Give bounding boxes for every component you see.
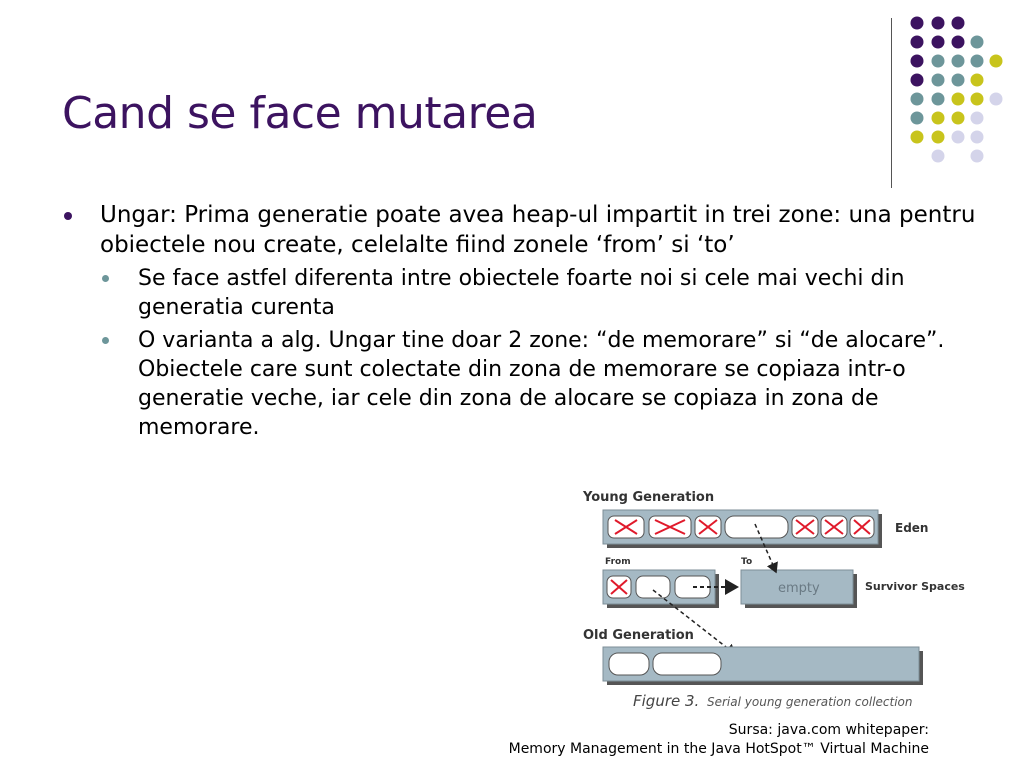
old-box [603, 647, 919, 681]
slide-content [62, 200, 982, 446]
dot [990, 55, 1003, 68]
dot [911, 17, 924, 30]
live-object [675, 576, 710, 598]
figure-number: Figure 3. [633, 692, 700, 710]
dot [971, 112, 984, 125]
dot [971, 55, 984, 68]
dot [932, 150, 945, 163]
old-generation-label: Old Generation [583, 628, 694, 643]
bullet-dot-icon [102, 337, 109, 344]
dot [932, 36, 945, 49]
dot [911, 93, 924, 106]
dot [952, 74, 965, 87]
dot [952, 17, 965, 30]
source-citation [509, 721, 929, 759]
figure-caption: Serial young generation collection [707, 695, 913, 709]
dot [932, 112, 945, 125]
dot [952, 93, 965, 106]
dot [971, 150, 984, 163]
dot [911, 112, 924, 125]
slide-title: Cand se face mutarea [62, 88, 538, 139]
bullet-text: Se face astfel diferenta intre obiectele foarte noi si cele mai vechi din generatia curenta [138, 266, 905, 320]
dot [971, 36, 984, 49]
dot [932, 131, 945, 144]
live-object [636, 576, 670, 598]
source-line-1: Sursa: java.com whitepaper: [728, 722, 929, 738]
survivor-spaces-label: Survivor Spaces [865, 580, 965, 593]
eden-label: Eden [895, 521, 929, 535]
young-generation-label: Young Generation [583, 490, 715, 505]
dot [952, 112, 965, 125]
bullet-level2 [62, 326, 982, 442]
dot [932, 17, 945, 30]
dot [911, 55, 924, 68]
dot [911, 36, 924, 49]
dot [932, 55, 945, 68]
dot [971, 131, 984, 144]
decorative-dot-grid [0, 0, 1024, 200]
dot [990, 93, 1003, 106]
dot [911, 131, 924, 144]
bullet-text: Ungar: Prima generatie poate avea heap-ul impartit in trei zone: una pentru obiectele nou create, celelalte fiind zonele ‘from’ si ‘to’ [100, 202, 976, 258]
dot [932, 93, 945, 106]
from-label: From [605, 557, 631, 567]
bullet-level2 [62, 264, 982, 322]
empty-label: empty [778, 581, 820, 596]
dot [952, 36, 965, 49]
dot [952, 131, 965, 144]
live-object [653, 653, 721, 675]
bullet-dot-icon [64, 212, 72, 220]
to-label: To [741, 557, 753, 567]
gc-diagram-figure [575, 484, 965, 716]
dot [971, 93, 984, 106]
source-line-2: Memory Management in the Java HotSpot™ Virtual Machine [508, 741, 929, 757]
dot [952, 55, 965, 68]
dot [971, 74, 984, 87]
bullet-text: O varianta a alg. Ungar tine doar 2 zone: “de memorare” si “de alocare”. Obiectele care sunt colectate din zona de memorare se copiaza intr-o generatie veche, iar cele din zona de alocare se copiaza in zona de memorare. [138, 328, 945, 440]
bullet-dot-icon [102, 275, 109, 282]
dot [911, 74, 924, 87]
dot [932, 74, 945, 87]
live-object [609, 653, 649, 675]
bullet-level1 [62, 200, 982, 260]
